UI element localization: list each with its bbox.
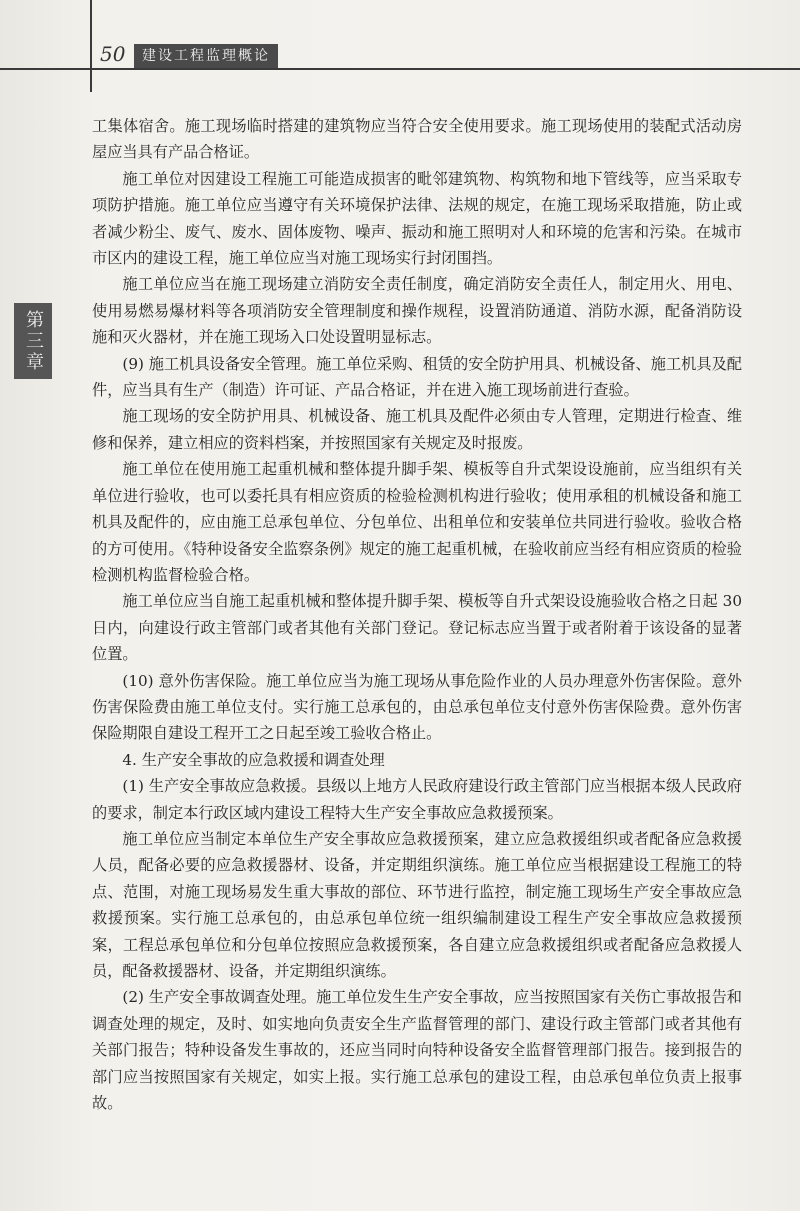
paragraph: 施工现场的安全防护用具、机械设备、施工机具及配件必须由专人管理，定期进行检查、维修和保养，建立相应的资料档案，并按照国家有关规定及时报废。 [92,407,742,452]
body-text [92,113,742,1116]
paragraph: 施工单位应当在施工现场建立消防安全责任制度，确定消防安全责任人，制定用火、用电、使用易燃易爆材料等各项消防安全管理制度和操作规程，设置消防通道、消防水源，配备消防设施和灭火器材，并在施工现场入口处设置明显标志。 [92,275,742,347]
paragraph: (10) 意外伤害保险。施工单位应当为施工现场从事危险作业的人员办理意外伤害保险。意外伤害保险费由施工单位支付。实行施工总承包的，由总承包单位支付意外伤害保险费。意外伤害保险期限自建设工程开工之日起至竣工验收合格止。 [92,671,742,743]
section-heading: 4. 生产安全事故的应急救援和调查处理 [122,750,385,769]
paragraph: 施工单位应当制定本单位生产安全事故应急救援预案，建立应急救援组织或者配备应急救援人员，配备必要的应急救援器材、设备，并定期组织演练。施工单位应当根据建设工程施工的特点、范围，对施工现场易发生重大事故的部位、环节进行监控，制定施工现场生产安全事故应急救援预案。实行施工总承包的，由总承包单位统一组织编制建设工程生产安全事故应急救援预案，工程总承包单位和分包单位按照应急救援预案，各自建立应急救援组织或者配备应急救援人员，配备救援器材、设备，并定期组织演练。 [92,829,742,980]
paragraph: (9) 施工机具设备安全管理。施工单位采购、租赁的安全防护用具、机械设备、施工机具及配件，应当具有生产（制造）许可证、产品合格证，并在进入施工现场前进行查验。 [92,354,742,400]
chapter-tab: 第三章 [14,303,52,379]
paragraph: (1) 生产安全事故应急救援。县级以上地方人民政府建设行政主管部门应当根据本级人民政府的要求，制定本行政区域内建设工程特大生产安全事故应急救援预案。 [92,777,742,822]
paragraph: 施工单位对因建设工程施工可能造成损害的毗邻建筑物、构筑物和地下管线等，应当采取专项防护措施。施工单位应当遵守有关环境保护法律、法规的规定，在施工现场采取措施，防止或者减少粉尘、废气、废水、固体废物、噪声、振动和施工照明对人和环境的危害和污染。在城市市区内的建设工程，施工单位应当对施工现场实行封闭围挡。 [92,169,742,268]
paragraph: 施工单位在使用施工起重机械和整体提升脚手架、模板等自升式架设设施前，应当组织有关单位进行验收，也可以委托具有相应资质的检验检测机构进行验收；使用承租的机械设备和施工机具及配件的，应由施工总承包单位、分包单位、出租单位和安装单位共同进行验收。验收合格的方可使用。《特种设备安全监察条例》规定的施工起重机械，在验收前应当经有相应资质的检验检测机构监督检验合格。 [92,460,742,584]
header-vertical-rule [90,0,92,92]
paragraph: (2) 生产安全事故调查处理。施工单位发生生产安全事故，应当按照国家有关伤亡事故报告和调查处理的规定，及时、如实地向负责安全生产监督管理的部门、建设行政主管部门或者其他有关部门报告；特种设备发生事故的，还应当同时向特种设备安全监督管理部门报告。接到报告的部门应当按照国家有关规定，如实上报。实行施工总承包的建设工程，由总承包单位负责上报事故。 [92,988,742,1113]
paragraph: 施工单位应当自施工起重机械和整体提升脚手架、模板等自升式架设设施验收合格之日起 30 日内，向建设行政主管部门或者其他有关部门登记。登记标志应当置于或者附着于该设备的显著位置。 [92,592,742,664]
paragraph: 工集体宿舍。施工现场临时搭建的建筑物应当符合安全使用要求。施工现场使用的装配式活动房屋应当具有产品合格证。 [92,117,742,162]
header-rule [0,68,800,70]
running-title: 建设工程监理概论 [134,44,278,68]
page-number: 50 [100,42,126,66]
